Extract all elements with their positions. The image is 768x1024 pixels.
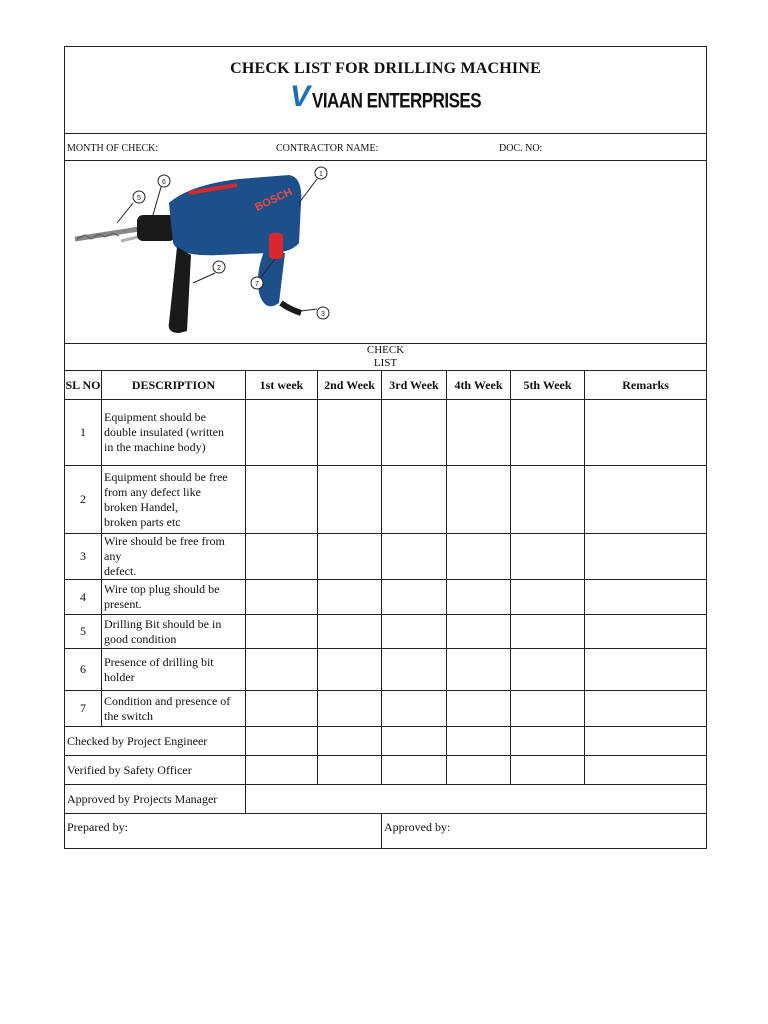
week-5-cell[interactable] (511, 580, 585, 615)
week-4-cell[interactable] (447, 534, 511, 580)
row-description: Equipment should be double insulated (written in the machine body) (102, 400, 246, 466)
checklist-sheet (64, 46, 706, 849)
week-2-cell[interactable] (318, 756, 382, 785)
title-cell (65, 47, 707, 134)
table-row (65, 649, 707, 691)
week-1-cell[interactable] (246, 756, 318, 785)
month-of-check-label: MONTH OF CHECK: (67, 143, 159, 154)
week-2-cell[interactable] (318, 534, 382, 580)
prepared-by-label: Prepared by: (65, 814, 382, 849)
side-handle (169, 247, 191, 333)
week-4-cell[interactable] (447, 400, 511, 466)
week-3-cell[interactable] (382, 649, 447, 691)
checked-by-label: Checked by Project Engineer (65, 727, 246, 756)
week-3-cell[interactable] (382, 727, 447, 756)
company-logo (290, 82, 481, 112)
week-5-cell[interactable] (511, 615, 585, 649)
verified-by-row (65, 756, 707, 785)
table-row (65, 580, 707, 615)
row-description: Condition and presence of the switch (102, 691, 246, 727)
table-row (65, 466, 707, 534)
week-5-cell[interactable] (511, 691, 585, 727)
remarks-cell[interactable] (585, 534, 707, 580)
week-2-cell[interactable] (318, 649, 382, 691)
header-row (65, 371, 707, 400)
row-description: Drilling Bit should be in good condition (102, 615, 246, 649)
week-1-cell[interactable] (246, 691, 318, 727)
week-4-cell[interactable] (447, 649, 511, 691)
checklist-caption: CHECK LIST (366, 344, 405, 369)
week-5-cell[interactable] (511, 466, 585, 534)
verified-by-label: Verified by Safety Officer (65, 756, 246, 785)
table-row (65, 534, 707, 580)
remarks-cell[interactable] (585, 691, 707, 727)
remarks-cell[interactable] (585, 649, 707, 691)
remarks-cell[interactable] (585, 727, 707, 756)
checklist-caption-cell (65, 344, 707, 371)
week-2-cell[interactable] (318, 580, 382, 615)
week-2-cell[interactable] (318, 727, 382, 756)
row-sl: 5 (65, 615, 102, 649)
row-description: Wire should be free from any defect. (102, 534, 246, 580)
row-sl: 4 (65, 580, 102, 615)
col-week-2: 2nd Week (318, 371, 382, 400)
approved-pm-row (65, 785, 707, 814)
drill-image (69, 163, 339, 343)
week-2-cell[interactable] (318, 691, 382, 727)
row-description: Presence of drilling bit holder (102, 649, 246, 691)
week-3-cell[interactable] (382, 756, 447, 785)
doc-no-label: DOC. NO: (499, 143, 543, 154)
callout-1: 1 (319, 171, 323, 178)
checked-by-row (65, 727, 707, 756)
col-week-4: 4th Week (447, 371, 511, 400)
chuck (137, 215, 175, 241)
table-row (65, 691, 707, 727)
week-1-cell[interactable] (246, 615, 318, 649)
week-5-cell[interactable] (511, 727, 585, 756)
logo-text: VIAAN ENTERPRISES (312, 88, 482, 113)
table-row (65, 615, 707, 649)
week-4-cell[interactable] (447, 466, 511, 534)
week-5-cell[interactable] (511, 756, 585, 785)
week-3-cell[interactable] (382, 615, 447, 649)
week-4-cell[interactable] (447, 615, 511, 649)
approved-pm-label: Approved by Projects Manager (65, 785, 246, 814)
page-title: CHECK LIST FOR DRILLING MACHINE (230, 60, 541, 77)
week-5-cell[interactable] (511, 534, 585, 580)
row-sl: 2 (65, 466, 102, 534)
col-description: DESCRIPTION (102, 371, 246, 400)
week-5-cell[interactable] (511, 400, 585, 466)
week-1-cell[interactable] (246, 580, 318, 615)
week-4-cell[interactable] (447, 691, 511, 727)
week-1-cell[interactable] (246, 534, 318, 580)
row-sl: 1 (65, 400, 102, 466)
table-row (65, 400, 707, 466)
svg-text:BOSCH: BOSCH (253, 186, 295, 214)
week-3-cell[interactable] (382, 534, 447, 580)
col-sl-no: SL NO (65, 371, 102, 400)
row-sl: 7 (65, 691, 102, 727)
drill-image-cell (65, 161, 707, 344)
week-3-cell[interactable] (382, 400, 447, 466)
week-3-cell[interactable] (382, 466, 447, 534)
remarks-cell[interactable] (585, 580, 707, 615)
approved-by-label: Approved by: (382, 814, 707, 849)
callout-6: 6 (162, 179, 166, 186)
row-description: Equipment should be free from any defect like broken Handel, broken parts etc (102, 466, 246, 534)
col-remarks: Remarks (585, 371, 707, 400)
week-3-cell[interactable] (382, 580, 447, 615)
week-1-cell[interactable] (246, 400, 318, 466)
meta-row (65, 134, 707, 161)
week-3-cell[interactable] (382, 691, 447, 727)
approved-pm-signature-cell[interactable] (246, 785, 707, 814)
week-1-cell[interactable] (246, 466, 318, 534)
footer-row (65, 814, 707, 849)
callout-2: 2 (217, 265, 221, 272)
week-1-cell[interactable] (246, 649, 318, 691)
week-2-cell[interactable] (318, 615, 382, 649)
callout-5: 5 (137, 195, 141, 202)
col-week-1: 1st week (246, 371, 318, 400)
logo-mark: V (289, 80, 310, 113)
week-4-cell[interactable] (447, 580, 511, 615)
remarks-cell[interactable] (585, 615, 707, 649)
contractor-name-label: CONTRACTOR NAME: (276, 143, 379, 154)
callout-3: 3 (321, 311, 325, 318)
checklist-table (64, 46, 707, 849)
remarks-cell[interactable] (585, 400, 707, 466)
week-2-cell[interactable] (318, 466, 382, 534)
row-sl: 6 (65, 649, 102, 691)
col-week-3: 3rd Week (382, 371, 447, 400)
week-4-cell[interactable] (447, 727, 511, 756)
row-description: Wire top plug should be present. (102, 580, 246, 615)
row-sl: 3 (65, 534, 102, 580)
remarks-cell[interactable] (585, 466, 707, 534)
week-4-cell[interactable] (447, 756, 511, 785)
power-cable (281, 303, 301, 313)
week-5-cell[interactable] (511, 649, 585, 691)
col-week-5: 5th Week (511, 371, 585, 400)
week-1-cell[interactable] (246, 727, 318, 756)
switch-trigger (269, 233, 283, 259)
remarks-cell[interactable] (585, 756, 707, 785)
week-2-cell[interactable] (318, 400, 382, 466)
callout-7: 7 (255, 281, 259, 288)
